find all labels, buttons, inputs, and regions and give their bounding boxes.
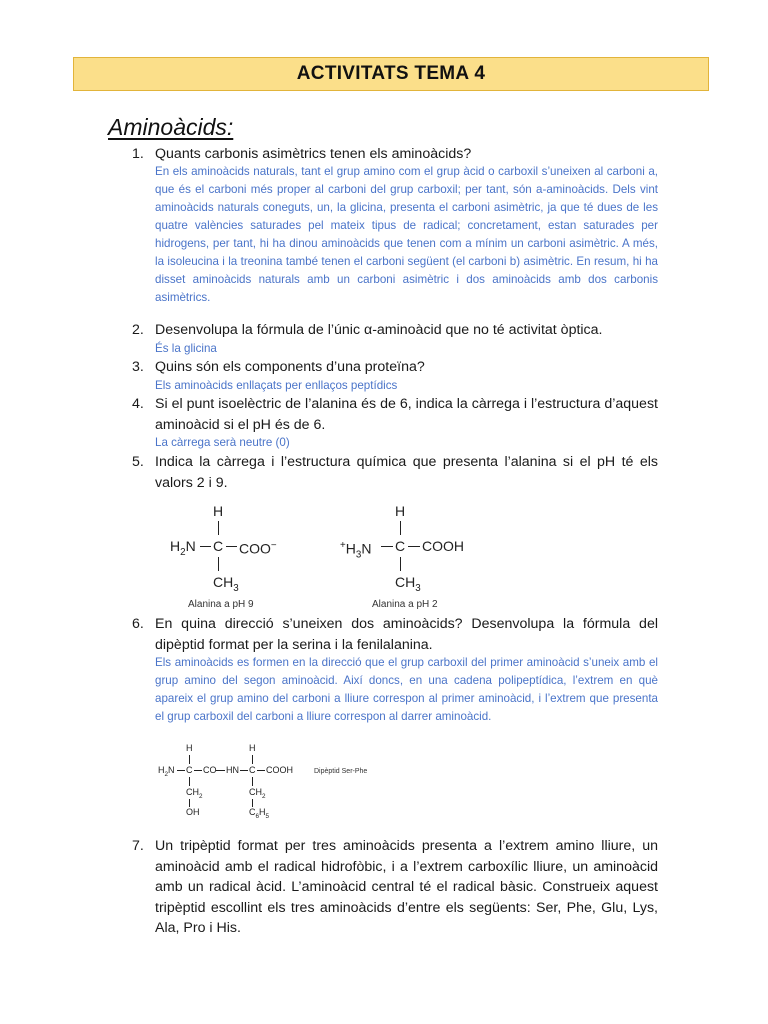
answer-6: Els aminoàcids es formen en la direcció que el grup carboxil del primer aminoàcid s’uneix amb el grup amino del segon aminoàcid. Així doncs, en una cadena polipeptídica, l’extrem en què apareix el grup amino del carboni a lliure correspon al primer aminoàcid, i l’extrem que presenta el grup carboxil del carboni a lliure correspon al darrer aminoàcid.: [155, 656, 658, 723]
question-text: Si el punt isoelèctric de l’alanina és de 6, indica la càrrega i l’estructura d’aquest aminoàcid si el pH és de 6.: [155, 396, 658, 433]
question-number: 2.: [132, 322, 144, 338]
dipeptide-ser-phe-structure: [158, 742, 378, 820]
atom-h: H: [213, 503, 224, 519]
atom-h: H: [249, 743, 256, 753]
question-text: En quina direcció s’uneixen dos aminoàcids? Desenvolupa la fórmula del dipèptid format per la serina i la fenilalanina.: [155, 616, 658, 653]
amide-group: HN: [226, 765, 239, 775]
question-number: 1.: [132, 146, 144, 162]
alanine-ph2-structure: [340, 502, 500, 612]
question-number: 6.: [132, 616, 144, 632]
question-text: Un tripèptid format per tres aminoàcids presenta a l’extrem amino lliure, un aminoàcid amb el radical hidrofòbic, i a l’extrem carboxílic lliure, un aminoàcid amb un radical àcid. L’aminoàcid central té el radical bàsic. Construeix aquest tripèptid escollint els tres aminoàcids d’entre els següents: Ser, Phe, Glu, Lys, Ala, Pro i His.: [155, 838, 658, 936]
hydroxyl-group: OH: [186, 807, 200, 817]
title-banner: [73, 57, 709, 91]
carboxyl-group: COOH: [266, 765, 293, 775]
ammonium-group: $^+H_3N$: [340, 540, 372, 561]
question-number: 4.: [132, 396, 144, 412]
section-title: Aminoàcids:: [108, 114, 234, 140]
question-6: [132, 614, 658, 655]
question-1: [132, 144, 658, 165]
alanine-ph9-structure: [168, 502, 328, 612]
amino-group: $H_2N$: [158, 765, 175, 778]
carboxyl-group: COOH: [422, 538, 464, 554]
phenylalanine-side-chain: $CH_2$: [249, 787, 266, 800]
question-5: [132, 452, 658, 493]
phenyl-group: $C_6H_5$: [249, 807, 270, 820]
alpha-carbon: C: [213, 538, 224, 554]
question-text: Quins són els components d’una proteïna?: [155, 359, 425, 375]
question-text: Desenvolupa la fórmula de l’únic α-aminoàcid que no té activitat òptica.: [155, 322, 603, 338]
alpha-carbon: C: [395, 538, 406, 554]
methyl-group: $CH_3$: [213, 574, 239, 594]
atom-h: H: [395, 503, 406, 519]
answer-4: La càrrega serà neutre (0): [155, 436, 290, 449]
answer-1: En els aminoàcids naturals, tant el grup amino com el grup àcid o carboxil s’uneixen al carboni a, que és el carboni més proper al carboni del grup carboxil; per tant, són a-aminoàcids. Dels vint aminoàcids naturals coneguts, un, la glicina, presenta el carboni asimètric, ja que té dues de les quatre valències saturades pel mateix tipus de radical; concretament, estan saturades per hidrogens, per tant, hi ha dinou aminoàcids que tenen com a mínim un carboni asimètric. A més, la isoleucina i la treonina també tenen el carboni següent (el carboni b) asimètric. En resum, hi ha disset aminoàcids naturals amb un carboni asimètric i dos aminoàcids amb dos carbonis asimètrics.: [155, 165, 658, 304]
amino-group: $H_2N$: [170, 538, 196, 558]
question-text: Indica la càrrega i l’estructura química que presenta l’alanina si el pH té els valors 2 i 9.: [155, 454, 658, 491]
serine-side-chain: $CH_2$: [186, 787, 203, 800]
question-7: [132, 836, 658, 939]
figure-caption: Alanina a pH 9: [188, 599, 254, 610]
figure-caption: Dipèptid Ser-Phe: [314, 768, 368, 775]
question-number: 7.: [132, 838, 144, 854]
alpha-carbon-1: C: [186, 765, 193, 775]
question-4: [132, 394, 658, 435]
question-3: [132, 357, 658, 378]
figure-caption: Alanina a pH 2: [372, 599, 438, 610]
answer-3: Els aminoàcids enllaçats per enllaços peptídics: [155, 379, 398, 392]
atom-h: H: [186, 743, 193, 753]
page-title: ACTIVITATS TEMA 4: [296, 63, 486, 84]
methyl-group: $CH_3$: [395, 574, 421, 594]
alpha-carbon-2: C: [249, 765, 256, 775]
answer-2: És la glicina: [155, 342, 217, 355]
question-2: [132, 320, 658, 341]
question-number: 5.: [132, 454, 144, 470]
question-text: Quants carbonis asimètrics tenen els aminoàcids?: [155, 146, 472, 162]
carbonyl-group: CO: [203, 765, 217, 775]
question-number: 3.: [132, 359, 144, 375]
carboxylate-group: COO−: [239, 540, 277, 557]
